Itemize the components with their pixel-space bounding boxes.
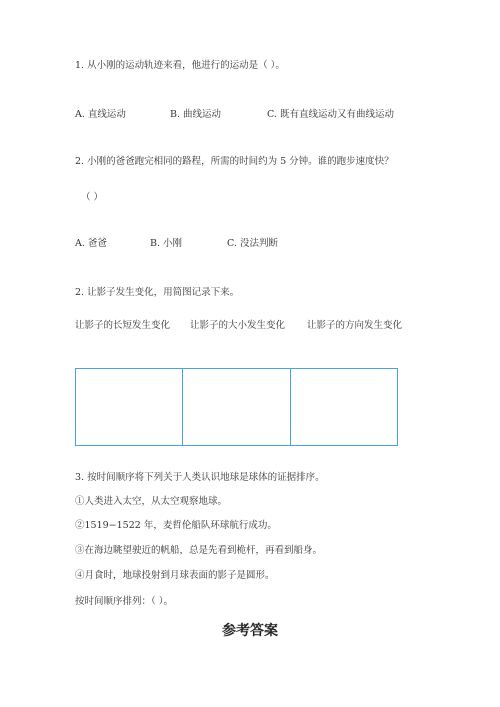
question-3-text: 2. 让影子发生变化，用简图记录下来。 [75, 287, 240, 298]
question-2-text: 2. 小刚的爸爸跑完相同的路程，所需的时间约为 5 分钟。谁的跑步速度快？ [75, 156, 394, 167]
answer-blank: （ ） [81, 192, 104, 203]
statement-1: ①人类进入太空，从太空观察地球。 [75, 496, 228, 507]
drawing-cell-direction [291, 369, 397, 445]
question-1-text: 1. 从小刚的运动轨迹来看，他进行的运动是（ ）。 [75, 60, 285, 71]
drawing-cell-size [183, 369, 290, 445]
label-size: 让影子的大小发生变化 [190, 320, 286, 331]
label-length: 让影子的长短发生变化 [75, 320, 171, 331]
answers-heading: 参考答案 [222, 623, 278, 639]
statement-2: ②1519−1522 年，麦哲伦船队环球航行成功。 [75, 520, 277, 531]
option-c: C. 没法判断 [227, 238, 278, 249]
option-a: A. 直线运动 [75, 109, 126, 120]
option-b: B. 曲线运动 [170, 109, 222, 120]
order-prompt: 按时间顺序排列：（ ）。 [75, 596, 174, 607]
drawing-grid [75, 368, 398, 446]
option-b: B. 小刚 [150, 238, 183, 249]
question-4-text: 3. 按时间顺序将下列关于人类认识地球是球体的证据排序。 [75, 472, 325, 483]
label-direction: 让影子的方向发生变化 [307, 320, 403, 331]
drawing-cell-length [76, 369, 183, 445]
statement-4: ④月食时，地球投射到月球表面的影子是圆形。 [75, 570, 275, 581]
option-a: A. 爸爸 [75, 238, 107, 249]
statement-3: ③在海边眺望驶近的帆船，总是先看到桅杆，再看到船身。 [75, 545, 323, 556]
option-c: C. 既有直线运动又有曲线运动 [267, 109, 394, 120]
